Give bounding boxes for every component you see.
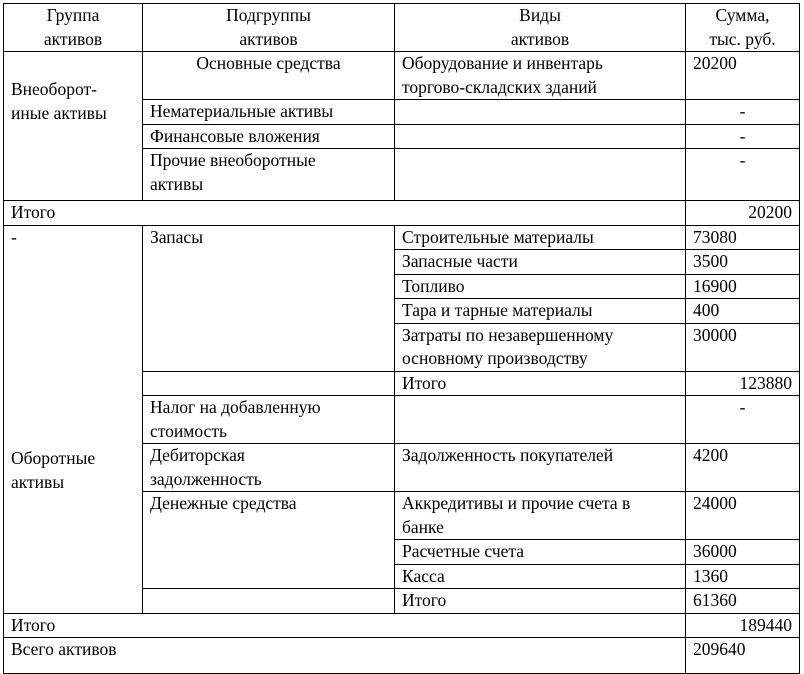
header-row (4, 4, 800, 52)
group-current (4, 225, 143, 613)
sum-inventory-item: 73080 (686, 225, 800, 250)
sum-cash-item: 24000 (686, 492, 800, 540)
subgroup-receivables: Дебиторская задолженность (143, 444, 395, 492)
kind-empty (395, 100, 686, 125)
sum-other-noncurrent: - (686, 149, 800, 201)
subgroup-other-noncurrent: Прочие внеоборотные активы (143, 149, 395, 201)
total-current-label: Итого (4, 613, 686, 638)
header-subgroup: Подгруппы активов (143, 4, 395, 52)
grand-total-label: Всего активов (4, 638, 686, 674)
group-noncurrent: Внеоборот- иные активы (4, 52, 143, 201)
cash-total-sum: 61360 (686, 589, 800, 614)
sum-cash-item: 36000 (686, 540, 800, 565)
grand-total-row (4, 638, 800, 674)
kind-empty (395, 149, 686, 201)
group-current-label: Оборотные активы (11, 448, 96, 492)
sum-financial: - (686, 124, 800, 149)
subgroup-intangible: Нематериальные активы (143, 100, 395, 125)
kind-empty (395, 124, 686, 149)
kind-cash-item: Касса (395, 564, 686, 589)
kind-cash-item: Расчетные счета (395, 540, 686, 565)
sum-cash-item: 1360 (686, 564, 800, 589)
subgroup-empty (143, 589, 395, 614)
subgroup-vat: Налог на добавленную стоимость (143, 396, 395, 444)
sum-intangible: - (686, 100, 800, 125)
kind-inventory-item: Тара и тарные материалы (395, 299, 686, 324)
kind-empty (395, 396, 686, 444)
table-row (4, 225, 800, 250)
total-current-sum: 189440 (686, 613, 800, 638)
subgroup-inventory: Запасы (143, 225, 395, 371)
kind-equipment: Оборудование и инвентарь торгово-складских зданий (395, 52, 686, 100)
subgroup-fixed-assets: Основные средства (143, 52, 395, 100)
inventory-total-label: Итого (395, 371, 686, 396)
sum-fixed-assets: 20200 (686, 52, 800, 100)
subgroup-empty (143, 371, 395, 396)
kind-receivables: Задолженность покупателей (395, 444, 686, 492)
sum-inventory-item: 3500 (686, 250, 800, 275)
total-noncurrent-sum: 20200 (686, 201, 800, 226)
sum-vat: - (686, 396, 800, 444)
sum-inventory-item: 16900 (686, 274, 800, 299)
grand-total-sum: 209640 (686, 638, 800, 674)
sum-inventory-item: 30000 (686, 323, 800, 371)
group-current-dash: - (11, 226, 17, 247)
kind-cash-item: Аккредитивы и прочие счета в банке (395, 492, 686, 540)
header-sum: Сумма, тыс. руб. (686, 4, 800, 52)
subgroup-cash: Денежные средства (143, 492, 395, 589)
header-group: Группа активов (4, 4, 143, 52)
kind-inventory-item: Строительные материалы (395, 225, 686, 250)
header-kind: Виды активов (395, 4, 686, 52)
table-row (4, 52, 800, 100)
total-row (4, 201, 800, 226)
inventory-total-sum: 123880 (686, 371, 800, 396)
sum-receivables: 4200 (686, 444, 800, 492)
total-row (4, 613, 800, 638)
total-noncurrent-label: Итого (4, 201, 686, 226)
sum-inventory-item: 400 (686, 299, 800, 324)
kind-inventory-item: Затраты по незавершенному основному производству (395, 323, 686, 371)
kind-inventory-item: Топливо (395, 274, 686, 299)
subgroup-financial: Финансовые вложения (143, 124, 395, 149)
assets-table (3, 3, 800, 674)
cash-total-label: Итого (395, 589, 686, 614)
kind-inventory-item: Запасные части (395, 250, 686, 275)
